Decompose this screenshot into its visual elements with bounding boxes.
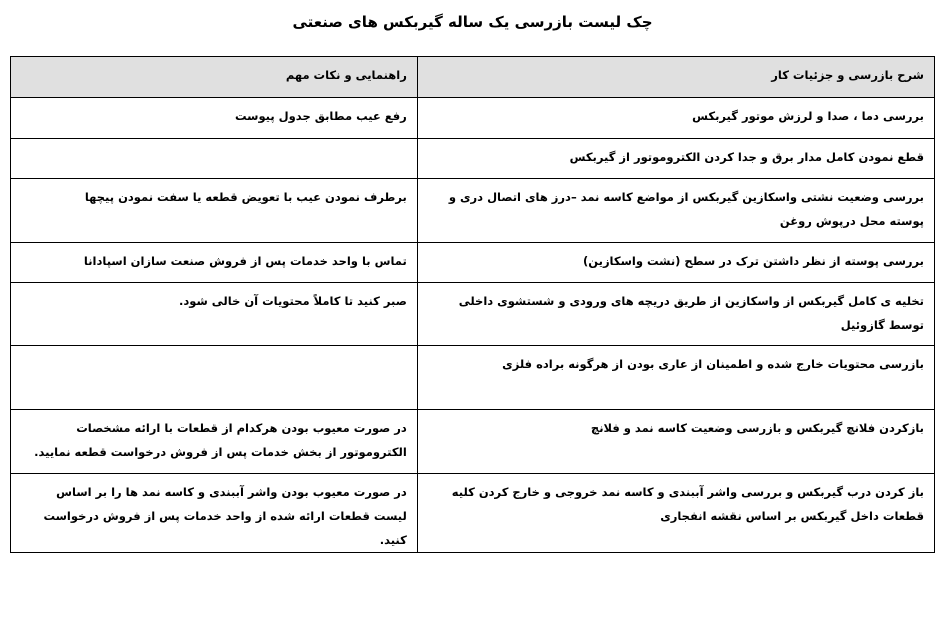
table-row xyxy=(11,98,935,139)
table-row xyxy=(11,283,935,346)
task-cell: بررسی دما ، صدا و لرزش موتور گیربکس xyxy=(417,98,934,139)
note-cell xyxy=(11,139,418,179)
inspection-checklist-table xyxy=(10,56,935,553)
note-cell: تماس با واحد خدمات پس از فروش صنعت سازان اسپادانا xyxy=(11,243,418,283)
note-cell xyxy=(11,346,418,410)
table-row xyxy=(11,139,935,179)
note-cell: در صورت معیوب بودن واشر آببندی و کاسه نمد ها را بر اساس لیست قطعات ارائه شده از واحد خدمات پس از فروش درخواست کنید. xyxy=(11,474,418,553)
table-row xyxy=(11,474,935,553)
task-cell: بازرسی محتویات خارج شده و اطمینان از عاری بودن از هرگونه براده فلزی xyxy=(417,346,934,410)
note-cell: صبر کنید تا کاملاً محتویات آن خالی شود. xyxy=(11,283,418,346)
task-cell: باز کردن درب گیربکس و بررسی واشر آببندی و کاسه نمد خروجی و خارج کردن کلیه قطعات داخل گیربکس بر اساس نقشه انفجاری xyxy=(417,474,934,553)
page-title: چک لیست بازرسی یک ساله گیربکس های صنعتی xyxy=(292,13,653,31)
table-header-row xyxy=(11,57,935,98)
note-cell: رفع عیب مطابق جدول پیوست xyxy=(11,98,418,139)
table-row xyxy=(11,410,935,474)
table-row xyxy=(11,179,935,243)
header-note: راهنمایی و نکات مهم xyxy=(11,57,418,98)
table-row xyxy=(11,243,935,283)
header-task: شرح بازرسی و جزئیات کار xyxy=(417,57,934,98)
task-cell: بررسی وضعیت نشتی واسکازین گیربکس از مواضع کاسه نمد –درز های اتصال دری و پوسته محل درپوش روغن xyxy=(417,179,934,243)
note-cell: در صورت معیوب بودن هرکدام از قطعات با ارائه مشخصات الکتروموتور از بخش خدمات پس از فروش درخواست قطعه نمایید. xyxy=(11,410,418,474)
task-cell: بررسی پوسته از نظر داشتن ترک در سطح (نشت واسکازین) xyxy=(417,243,934,283)
task-cell: بازکردن فلانچ گیربکس و بازرسی وضعیت کاسه نمد و فلانچ xyxy=(417,410,934,474)
note-cell: برطرف نمودن عیب با تعویض قطعه یا سفت نمودن پیچها xyxy=(11,179,418,243)
task-cell: تخلیه ی کامل گیربکس از واسکازین از طریق دریچه های ورودی و شستشوی داخلی توسط گازوئیل xyxy=(417,283,934,346)
table-row xyxy=(11,346,935,410)
task-cell: قطع نمودن کامل مدار برق و جدا کردن الکتروموتور از گیربکس xyxy=(417,139,934,179)
